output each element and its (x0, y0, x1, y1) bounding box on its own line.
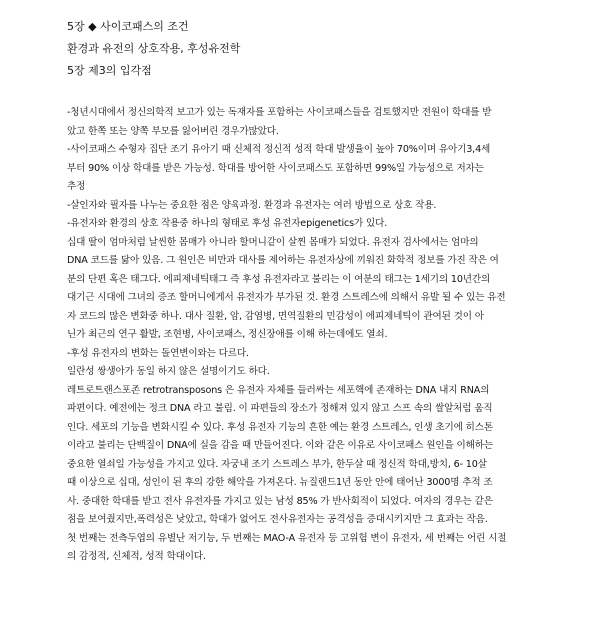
text-line: 이라고 불리는 단백질이 DNA에 실을 감을 때 만들어진다. 이와 같은 이유로 사이코패스 원인을 이해하는 (67, 440, 493, 451)
text-line: 사. 중대한 학대를 받고 전사 유전자를 가지고 있는 남성 85% 가 반사회적이 되었다. 여자의 경우는 같은 (67, 495, 493, 507)
text-line: 첫 번째는 전측두엽의 유별난 저기능, 두 번째는 MAO-A 유전자 등 고위험 변이 유전자, 세 번째는 어린 시절 (67, 532, 507, 544)
text-line: 인다. 세포의 기능을 변화시킬 수 있다. 후성 유전자 기능의 흔한 예는 환경 스트레스, 인생 초기에 히스톤 (67, 421, 494, 433)
text-line: 일란성 쌍생아가 동일 하지 않은 설명이기도 하다. (67, 366, 270, 377)
text-line: 부터 90% 이상 학대를 받은 가능성. 학대를 방어한 사이코패스도 포함하면 99%일 가능성으로 저자는 (67, 162, 484, 174)
text-line: 레트로트랜스포존 retrotransposons 은 유전자 자체를 들러싸는 세포핵에 존재하는 DNA 내지 RNA의 (67, 384, 490, 396)
text-line: -후성 유전자의 변화는 돌연변이와는 다르다. (67, 347, 249, 359)
text-line: 십대 딸이 엄마처럼 날씬한 몸매가 아니라 할머니같이 살찐 몸매가 되었다. 유전자 검사에서는 엄마의 (67, 236, 479, 248)
text-line: 닌가 최근의 연구 활발, 조현병, 사이코패스, 정신장애를 이해 하는데에도 열쇠. (67, 329, 388, 340)
text-line: 추정 (67, 181, 86, 192)
text-line: 의 감정적, 신체적, 성적 학대이다. (67, 551, 206, 562)
chapter-header (67, 16, 587, 82)
text-line: -살인자와 필자를 나누는 중요한 점은 양육과정. 환경과 유전자는 여러 방법으로 상호 작용. (67, 199, 437, 211)
text-line: -유전자와 환경의 상호 작용중 하나의 형태로 후성 유전자epigenetics가 있다. (67, 218, 388, 229)
text-line: 분의 단편 혹은 태그다. 에피제네틱태그 즉 후성 유전자라고 불리는 이 여분의 태그는 1세기의 10년간의 (67, 273, 491, 285)
section-title: 5장 제3의 입각점 (67, 64, 152, 77)
text-line: -청년시대에서 정신의학적 보고가 있는 독재자를 포함하는 사이코패스들을 검토했지만 전원이 학대를 받 (67, 107, 492, 118)
body-text (67, 104, 597, 567)
text-line: DNA 코드를 닮아 있음. 그 원인은 비만과 대사를 제어하는 유전자상에 끼워진 화학적 정보를 가진 작은 여 (67, 255, 499, 266)
text-line: 자 코드의 많은 변화중 하나. 대사 질환, 암, 감염병, 면역질환의 민감성이 에피제네틱이 관여된 것이 아 (67, 310, 484, 322)
text-line: 았고 한쪽 또는 양쪽 부모를 잃어버린 경우가많았다. (67, 125, 279, 137)
text-line: 점을 보여줬지만,폭력성은 낮았고, 학대가 없어도 전사유전자는 공격성을 증대시키지만 그 효과는 작음. (67, 514, 488, 525)
chapter-title: 5장 ◆ 사이코패스의 조건 (67, 20, 189, 33)
text-line: 때 이상으로 십대, 성인이 된 후의 강한 해악을 가져온다. 뉴질랜드1년 동안 안에 태어난 3000명 추적 조 (67, 477, 493, 488)
text-line: 대기근 시대에 그녀의 증조 할머니에게서 유전자가 부가된 것. 환경 스트레스에 의해서 유발 될 수 있는 유전 (67, 292, 506, 303)
text-line: -사이코패스 수형자 집단 조기 유아기 때 신체적 정신적 성적 학대 발생율이 높아 70%이며 유아기3,4세 (67, 144, 491, 155)
text-line: 파편이다. 예전에는 정크 DNA 라고 불림. 이 파편들의 장소가 정해져 있지 않고 스프 속의 쌀알처럼 움직 (67, 403, 493, 414)
text-line: 중요한 열쇠일 가능성을 가지고 있다. 자궁내 조기 스트레스 부가, 한두살 때 정신적 학대,방치, 6- 10살 (67, 458, 487, 470)
chapter-subtitle: 환경과 유전의 상호작용, 후성유전학 (67, 42, 241, 55)
